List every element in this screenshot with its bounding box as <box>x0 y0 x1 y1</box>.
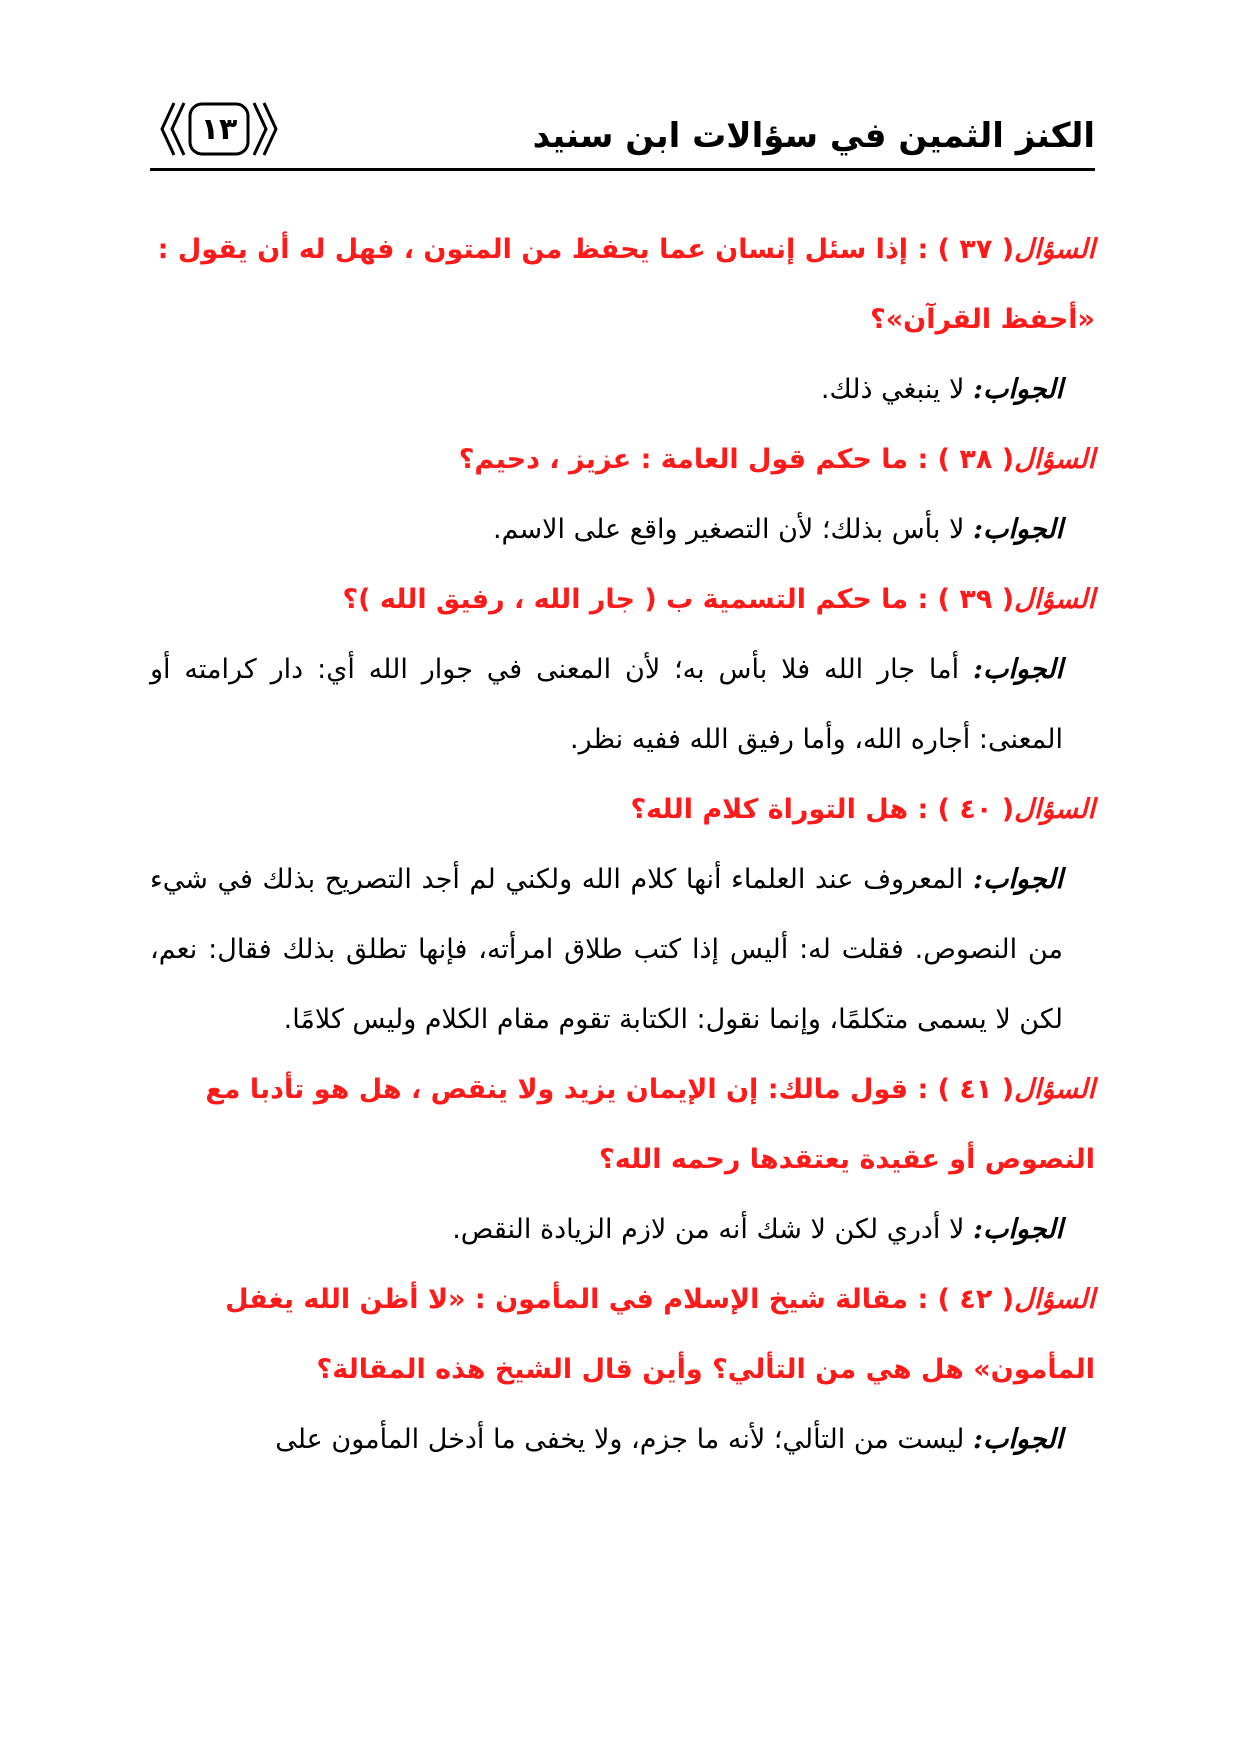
question-text: ( ٤٢ ) : مقالة شيخ الإسلام في المأمون : «لا أظن الله يغفل المأمون» هل هي من التألي؟ وأين قال الشيخ هذه المقالة؟ <box>225 1284 1095 1385</box>
answer-40 <box>150 845 1095 1055</box>
header-divider <box>150 168 1095 171</box>
answer-text: ليست من التألي؛ لأنه ما جزم، ولا يخفى ما أدخل المأمون على <box>275 1424 965 1455</box>
question-41 <box>150 1055 1095 1195</box>
answer-text: لا أدري لكن لا شك أنه من لازم الزيادة النقص. <box>452 1214 965 1245</box>
question-text: ( ٣٨ ) : ما حكم قول العامة : عزيز ، دحيم؟ <box>458 444 1015 475</box>
question-text: ( ٤٠ ) : هل التوراة كلام الله؟ <box>630 794 1015 825</box>
answer-label: الجواب: <box>973 1424 1063 1455</box>
question-42 <box>150 1265 1095 1405</box>
answer-42 <box>150 1405 1095 1475</box>
answer-label: الجواب: <box>972 864 1063 895</box>
answer-text: المعروف عند العلماء أنها كلام الله ولكني لم أجد التصريح بذلك في شيء من النصوص. فقلت له: أليس إذا كتب طلاق امرأته، فإنها تطلق بذلك فقال: نعم، لكن لا يسمى متكلمًا، وإنما نقول: الكتابة تقوم مقام الكلام وليس كلامًا. <box>150 864 1063 1035</box>
question-38 <box>150 425 1095 495</box>
answer-label: الجواب: <box>973 654 1063 685</box>
question-40 <box>150 775 1095 845</box>
answer-38 <box>150 495 1095 565</box>
question-37 <box>150 215 1095 355</box>
book-title: الكنز الثمين في سؤالات ابن سنيد <box>532 116 1095 156</box>
answer-37 <box>150 355 1095 425</box>
answer-label: الجواب: <box>973 1214 1063 1245</box>
question-label: السؤال <box>1014 444 1095 475</box>
question-label: السؤال <box>1014 1284 1095 1315</box>
question-text: ( ٤١ ) : قول مالك: إن الإيمان يزيد ولا ينقص ، هل هو تأدبا مع النصوص أو عقيدة يعتقدها رحمه الله؟ <box>205 1074 1095 1175</box>
answer-39 <box>150 635 1095 775</box>
answer-text: لا ينبغي ذلك. <box>820 374 965 405</box>
page-number: ١٣ <box>200 112 238 147</box>
answer-text: لا بأس بذلك؛ لأن التصغير واقع على الاسم. <box>492 514 965 545</box>
question-label: السؤال <box>1014 1074 1095 1105</box>
question-text: ( ٣٧ ) : إذا سئل إنسان عما يحفظ من المتون ، فهل له أن يقول : «أحفظ القرآن»؟ <box>157 234 1095 335</box>
question-39 <box>150 565 1095 635</box>
question-text: ( ٣٩ ) : ما حكم التسمية ب ( جار الله ، رفيق الله )؟ <box>342 584 1015 615</box>
question-label: السؤال <box>1014 234 1095 265</box>
answer-label: الجواب: <box>973 374 1063 405</box>
question-label: السؤال <box>1014 584 1095 615</box>
page-header <box>150 96 1095 176</box>
answer-text: أما جار الله فلا بأس به؛ لأن المعنى في جوار الله أي: دار كرامته أو المعنى: أجاره الله، وأما رفيق الله ففيه نظر. <box>150 654 1063 755</box>
question-label: السؤال <box>1014 794 1095 825</box>
qa-content <box>150 215 1095 1475</box>
answer-label: الجواب: <box>973 514 1063 545</box>
page-number-badge <box>160 100 278 158</box>
answer-41 <box>150 1195 1095 1265</box>
